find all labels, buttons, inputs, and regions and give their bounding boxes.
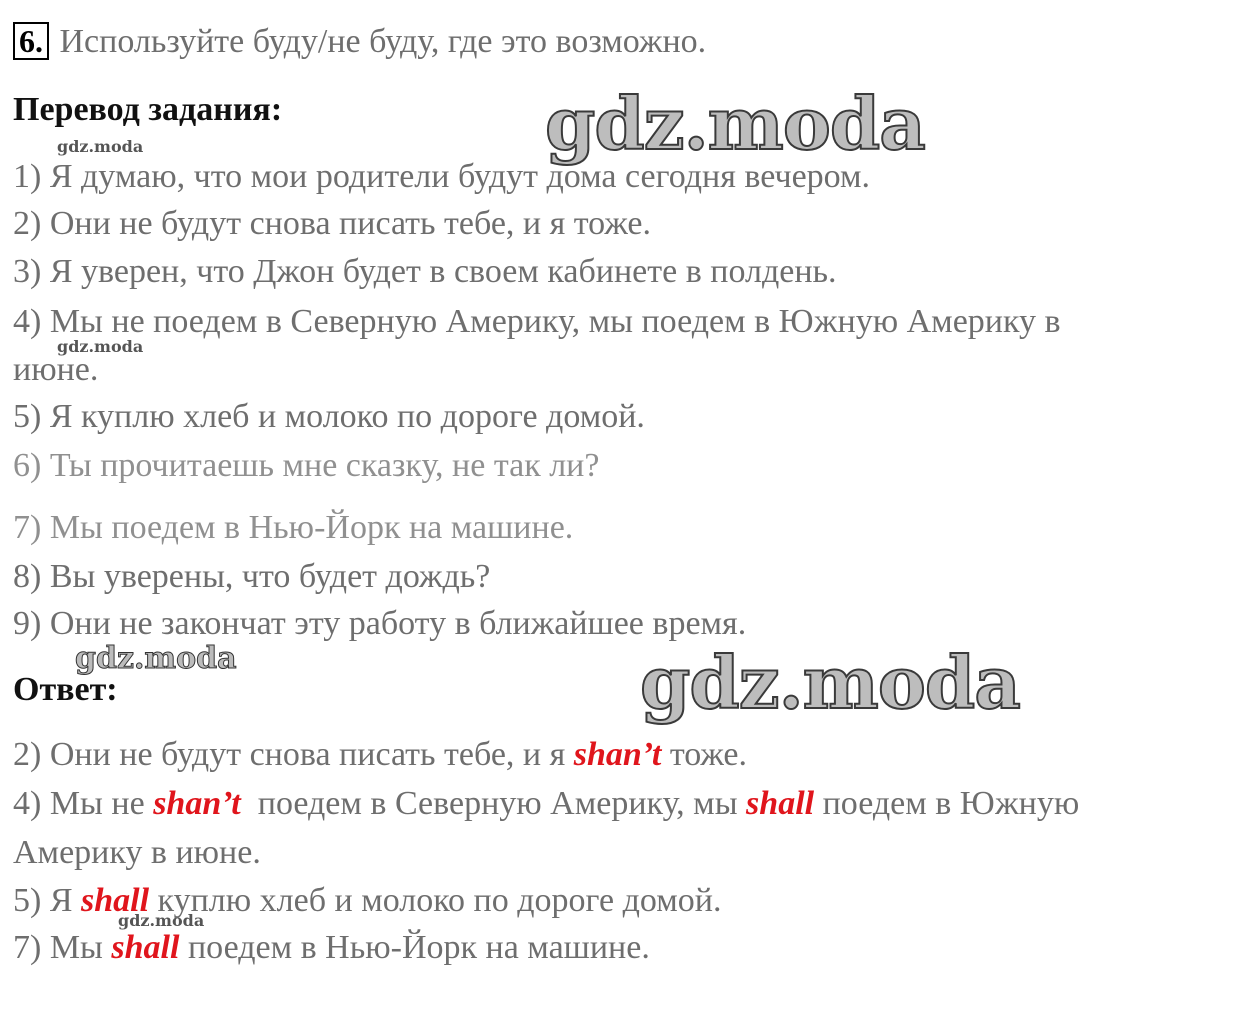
translation-sentence: 9) Они не закончат эту работу в ближайшее время.: [13, 605, 747, 642]
answer-line-5: [13, 881, 721, 921]
answer-line-2: [13, 735, 747, 775]
translation-sentence: 2) Они не будут снова писать тебе, и я тоже.: [13, 205, 651, 242]
answer-text: 5) Я: [13, 882, 81, 919]
translation-sentence: 8) Вы уверены, что будет дождь?: [13, 558, 491, 595]
answer-text: поедем в Нью-Йорк на машине.: [179, 929, 650, 966]
answer-line-4-continued: Америку в июне.: [13, 834, 261, 871]
answer-text: куплю хлеб и молоко по дороге домой.: [149, 882, 722, 919]
watermark-small: gdz.moda: [57, 337, 144, 356]
answer-line-4: [13, 784, 1079, 824]
task-instruction: Используйте буду/не буду, где это возможно.: [59, 23, 707, 60]
answer-highlight: shall: [111, 929, 180, 966]
translation-sentence: 7) Мы поедем в Нью-Йорк на машине.: [13, 509, 574, 546]
translation-sentence: 4) Мы не поедем в Северную Америку, мы поедем в Южную Америку в: [13, 303, 1061, 340]
task-number: 6.: [13, 22, 49, 60]
answer-text: 2) Они не будут снова писать тебе, и я: [13, 736, 574, 773]
answer-text: поедем в Южную: [814, 785, 1080, 822]
translation-sentence: июне.: [13, 351, 99, 388]
translation-sentence: 5) Я куплю хлеб и молоко по дороге домой.: [13, 398, 645, 435]
answer-highlight: shall: [81, 882, 150, 919]
translation-sentence: 1) Я думаю, что мои родители будут дома сегодня вечером.: [13, 158, 871, 195]
watermark-large: gdz.moda: [545, 81, 925, 166]
watermark-small: gdz.moda: [57, 137, 144, 156]
answer-text: 7) Мы: [13, 929, 112, 966]
answer-highlight: shall: [746, 785, 815, 822]
translation-heading: Перевод задания:: [13, 91, 283, 128]
answer-text: 4) Мы не: [13, 785, 154, 822]
answer-line-7: [13, 928, 650, 968]
watermark-small: gdz.moda: [118, 911, 205, 930]
watermark-medium: gdz.moda: [75, 641, 237, 676]
answer-highlight: shan’t: [153, 785, 241, 822]
task-instruction-line: [13, 22, 706, 62]
watermark-large: gdz.moda: [640, 640, 1020, 725]
answer-heading: Ответ:: [13, 671, 118, 708]
answer-text: поедем в Северную Америку, мы: [240, 785, 747, 822]
answer-highlight: shan’t: [573, 736, 662, 773]
translation-sentence: 6) Ты прочитаешь мне сказку, не так ли?: [13, 447, 600, 484]
translation-sentence: 3) Я уверен, что Джон будет в своем кабинете в полдень.: [13, 253, 837, 290]
answer-text: тоже.: [661, 736, 748, 773]
